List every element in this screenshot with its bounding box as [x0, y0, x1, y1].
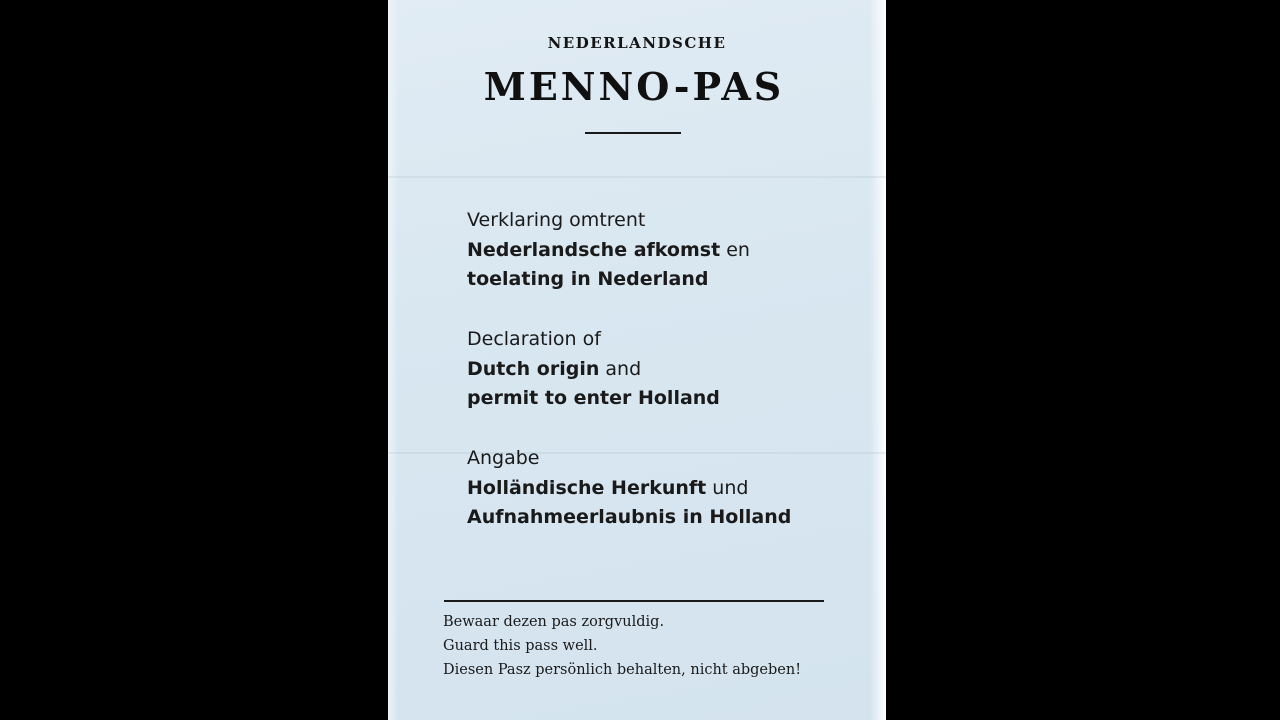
german-line-2 [467, 474, 791, 504]
footer-line-dutch: Bewaar dezen pas zorgvuldig. [443, 614, 665, 630]
english-declaration [467, 325, 720, 414]
document-page [388, 0, 886, 720]
german-line-2-bold: Holländische Herkunft [467, 476, 707, 499]
dutch-line-2 [467, 236, 750, 266]
german-line-2-light: und [706, 476, 749, 499]
dutch-line-1: Verklaring omtrent [467, 209, 646, 231]
footer-line-german: Diesen Pasz persönlich behalten, nicht abgeben! [443, 662, 802, 678]
english-line-2 [467, 355, 720, 385]
title-divider [585, 132, 681, 134]
german-line-1: Angabe [467, 447, 540, 469]
english-line-2-light: and [599, 357, 642, 380]
english-line-1: Declaration of [467, 328, 601, 350]
footer-notice [443, 610, 801, 682]
document-header-small: NEDERLANDSCHE [547, 34, 727, 52]
german-line-3: Aufnahmeerlaubnis in Holland [467, 506, 792, 528]
dutch-line-2-light: en [720, 238, 750, 261]
german-declaration [467, 444, 791, 533]
english-line-3: permit to enter Holland [467, 387, 720, 409]
document-title: MENNO-PAS [483, 64, 785, 109]
paper-crease [388, 176, 886, 178]
footer-divider [444, 600, 824, 602]
dutch-line-3: toelating in Nederland [467, 268, 709, 290]
dutch-line-2-bold: Nederlandsche afkomst [467, 238, 721, 261]
footer-line-english: Guard this pass well. [443, 638, 598, 654]
dutch-declaration [467, 206, 750, 295]
english-line-2-bold: Dutch origin [467, 357, 600, 380]
